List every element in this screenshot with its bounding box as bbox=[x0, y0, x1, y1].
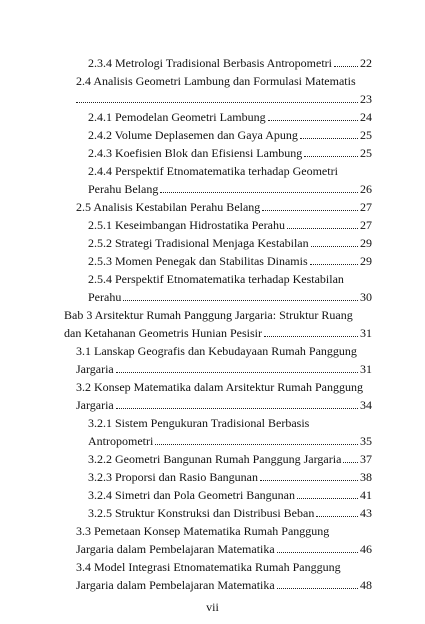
toc-entry[interactable] bbox=[88, 488, 372, 502]
toc-entry[interactable] bbox=[88, 254, 372, 268]
dot-leader bbox=[297, 487, 358, 499]
toc-entry-page: 34 bbox=[360, 398, 372, 412]
toc-entry-title: Antropometri bbox=[88, 434, 154, 448]
toc-entry-title: 2.3.4 Metrologi Tradisional Berbasis Antropometri bbox=[88, 56, 332, 70]
toc-entry-title: Jargaria dalam Pembelajaran Matematika bbox=[76, 578, 275, 592]
toc-entry-page: 22 bbox=[360, 56, 372, 70]
toc-entry-title: 3.1 Lanskap Geografis dan Kebudayaan Rumah Panggung bbox=[76, 344, 357, 358]
toc-entry[interactable] bbox=[88, 164, 338, 178]
toc-entry-page: 25 bbox=[360, 128, 372, 142]
toc-entry-title: 3.4 Model Integrasi Etnomatematika Rumah Panggung bbox=[76, 560, 341, 574]
toc-entry[interactable] bbox=[76, 74, 356, 88]
toc-entry-continuation[interactable] bbox=[76, 362, 372, 376]
toc-entry-continuation[interactable] bbox=[88, 182, 372, 196]
toc-entry-page: 23 bbox=[360, 92, 372, 106]
toc-entry-continuation[interactable] bbox=[76, 398, 372, 412]
toc-entry[interactable] bbox=[76, 560, 341, 574]
dot-leader bbox=[116, 397, 358, 409]
toc-entry[interactable] bbox=[76, 200, 372, 214]
dot-leader bbox=[310, 253, 358, 265]
toc-entry-title: 2.4.4 Perspektif Etnomatematika terhadap Geometri bbox=[88, 164, 338, 178]
toc-entry-page: 37 bbox=[360, 452, 372, 466]
toc-entry-page: 46 bbox=[360, 542, 372, 556]
dot-leader bbox=[155, 433, 358, 445]
toc-entry-page: 25 bbox=[360, 146, 372, 160]
toc-entry-continuation[interactable] bbox=[88, 434, 372, 448]
toc-entry-continuation[interactable] bbox=[76, 542, 372, 556]
toc-entry[interactable] bbox=[88, 236, 372, 250]
dot-leader bbox=[116, 361, 358, 373]
toc-entry-title: 3.2.3 Proporsi dan Rasio Bangunan bbox=[88, 470, 258, 484]
toc-entry[interactable] bbox=[88, 470, 372, 484]
toc-entry[interactable] bbox=[76, 524, 329, 538]
toc-entry-title: 3.2 Konsep Matematika dalam Arsitektur Rumah Panggung bbox=[76, 380, 363, 394]
toc-entry-title: 2.5 Analisis Kestabilan Perahu Belang bbox=[76, 200, 261, 214]
toc-entry-page: 31 bbox=[360, 326, 372, 340]
toc-entry-page: 38 bbox=[360, 470, 372, 484]
dot-leader bbox=[260, 469, 358, 481]
dot-leader bbox=[123, 289, 358, 301]
toc-entry-page: 29 bbox=[360, 254, 372, 268]
dot-leader bbox=[264, 325, 358, 337]
toc-entry-page: 24 bbox=[360, 110, 372, 124]
toc-entry-page: 43 bbox=[360, 506, 372, 520]
toc-entry-title: 2.4.2 Volume Deplasemen dan Gaya Apung bbox=[88, 128, 298, 142]
toc-entry[interactable] bbox=[88, 110, 372, 124]
toc-entry-title: Perahu bbox=[88, 290, 122, 304]
toc-entry-title: Perahu Belang bbox=[88, 182, 159, 196]
toc-entry[interactable] bbox=[88, 506, 372, 520]
toc-entry[interactable] bbox=[76, 344, 357, 358]
toc-entry[interactable] bbox=[88, 128, 372, 142]
toc-chapter-continuation[interactable] bbox=[64, 326, 372, 340]
dot-leader bbox=[300, 127, 358, 139]
toc-chapter[interactable] bbox=[64, 308, 353, 322]
dot-leader bbox=[277, 577, 358, 589]
toc-entry-title: 2.4.3 Koefisien Blok dan Efisiensi Lambung bbox=[88, 146, 303, 160]
toc-entry-page: 30 bbox=[360, 290, 372, 304]
toc-entry-title: 2.5.2 Strategi Tradisional Menjaga Kestabilan bbox=[88, 236, 309, 250]
dot-leader bbox=[268, 109, 358, 121]
dot-leader bbox=[160, 181, 358, 193]
toc-entry-title: 3.2.5 Struktur Konstruksi dan Distribusi Beban bbox=[88, 506, 315, 520]
dot-leader bbox=[76, 91, 358, 103]
dot-leader bbox=[277, 541, 358, 553]
dot-leader bbox=[311, 235, 358, 247]
toc-entry[interactable] bbox=[88, 416, 309, 430]
toc-entry[interactable] bbox=[88, 56, 372, 70]
toc-entry-title: 3.2.4 Simetri dan Pola Geometri Bangunan bbox=[88, 488, 295, 502]
toc-entry-title: 3.2.2 Geometri Bangunan Rumah Panggung Jargaria bbox=[88, 452, 342, 466]
toc-entry[interactable] bbox=[88, 146, 372, 160]
toc-entry-title: Jargaria dalam Pembelajaran Matematika bbox=[76, 542, 275, 556]
toc-entry-title: 3.3 Pemetaan Konsep Matematika Rumah Panggung bbox=[76, 524, 330, 538]
toc-entry-title: dan Ketahanan Geometris Hunian Pesisir bbox=[64, 326, 262, 340]
toc-entry-title: 2.5.1 Keseimbangan Hidrostatika Perahu bbox=[88, 218, 285, 232]
dot-leader bbox=[343, 451, 358, 463]
toc-entry-page: 31 bbox=[360, 362, 372, 376]
toc-entry-page: 27 bbox=[360, 218, 372, 232]
toc-entry-title: 3.2.1 Sistem Pengukuran Tradisional Berbasis bbox=[88, 416, 310, 430]
dot-leader bbox=[304, 145, 358, 157]
toc-entry-page: 41 bbox=[360, 488, 372, 502]
dot-leader bbox=[262, 199, 358, 211]
toc-entry-title: 2.4.1 Pemodelan Geometri Lambung bbox=[88, 110, 266, 124]
toc-entry-title: Jargaria bbox=[76, 398, 114, 412]
toc-entry-title: Bab 3 Arsitektur Rumah Panggung Jargaria: Struktur Ruang bbox=[64, 308, 353, 322]
toc-entry-page: 27 bbox=[360, 200, 372, 214]
toc-entry-title: 2.5.4 Perspektif Etnomatematika terhadap Kestabilan bbox=[88, 272, 344, 286]
toc-entry-title: Jargaria bbox=[76, 362, 114, 376]
toc-entry-page: 35 bbox=[360, 434, 372, 448]
toc-entry[interactable] bbox=[88, 218, 372, 232]
page-number: vii bbox=[206, 600, 219, 614]
toc-entry-continuation[interactable] bbox=[76, 578, 372, 592]
dot-leader bbox=[334, 55, 358, 67]
toc-entry-page: 26 bbox=[360, 182, 372, 196]
toc-entry-title: 2.4 Analisis Geometri Lambung dan Formulasi Matematis bbox=[76, 74, 356, 88]
toc-entry[interactable] bbox=[76, 380, 363, 394]
toc-entry-continuation[interactable] bbox=[76, 92, 372, 106]
dot-leader bbox=[316, 505, 358, 517]
toc-entry-title: 2.5.3 Momen Penegak dan Stabilitas Dinamis bbox=[88, 254, 308, 268]
toc-entry-page: 48 bbox=[360, 578, 372, 592]
dot-leader bbox=[287, 217, 358, 229]
toc-entry-continuation[interactable] bbox=[88, 290, 372, 304]
toc-entry-page: 29 bbox=[360, 236, 372, 250]
toc-entry[interactable] bbox=[88, 452, 372, 466]
toc-entry[interactable] bbox=[88, 272, 344, 286]
